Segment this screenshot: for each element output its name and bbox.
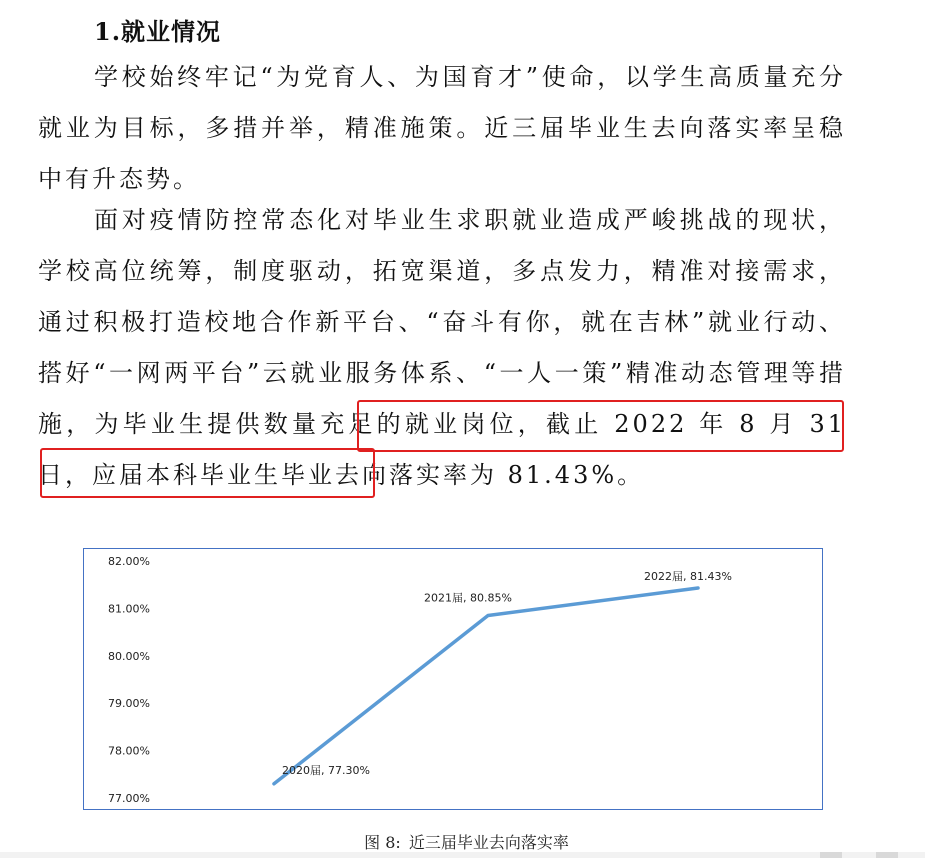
data-label: 2022届, 81.43% <box>644 570 732 584</box>
y-tick-label: 77.00% <box>108 792 150 805</box>
page-tab-marker <box>876 852 898 858</box>
page-bottom-bar <box>0 852 925 858</box>
y-tick-label: 82.00% <box>108 555 150 568</box>
y-tick-label: 81.00% <box>108 602 150 616</box>
data-label: 2020届, 77.30% <box>282 763 370 777</box>
paragraph-employment-mission: 学校始终牢记“为党育人、为国育才”使命，以学生高质量充分就业为目标，多措并举，精准施策。近三届毕业生去向落实率呈稳中有升态势。 <box>38 63 846 193</box>
highlight-annotation-box-line1 <box>357 400 844 452</box>
figure-caption <box>0 830 925 853</box>
chart-frame <box>83 548 823 810</box>
figure-caption-text: 近三届毕业去向落实率 <box>408 833 569 852</box>
figure-caption-label: 图 8: <box>364 833 401 852</box>
highlighted-statistic-text: 截止 2022 年 8 月 31 日，应届本科毕业生毕业去向落实率为 81.43%。 <box>38 410 847 489</box>
y-tick-label: 79.00% <box>108 697 150 711</box>
data-label: 2021届, 80.85% <box>424 591 512 605</box>
section-heading: 1.就业情况 <box>94 17 222 46</box>
y-tick-label: 78.00% <box>108 744 150 758</box>
page-tab-marker <box>820 852 842 858</box>
paragraph-main-text: 面对疫情防控常态化对毕业生求职就业造成严峻挑战的现状，学校高位统筹，制度驱动，拓宽渠道，多点发力，精准对接需求，通过积极打造校地合作新平台、“奋斗有你，就在吉林”就业行动、搭好“一网两平台”云就业服务体系、“一人一策”精准动态管理等措施，为毕业生提供数量充足的就业岗位， <box>38 206 846 438</box>
series-line <box>274 588 698 784</box>
highlight-annotation-box-line2 <box>40 448 375 498</box>
y-tick-label: 80.00% <box>108 649 150 663</box>
employment-rate-line-chart <box>84 549 824 811</box>
